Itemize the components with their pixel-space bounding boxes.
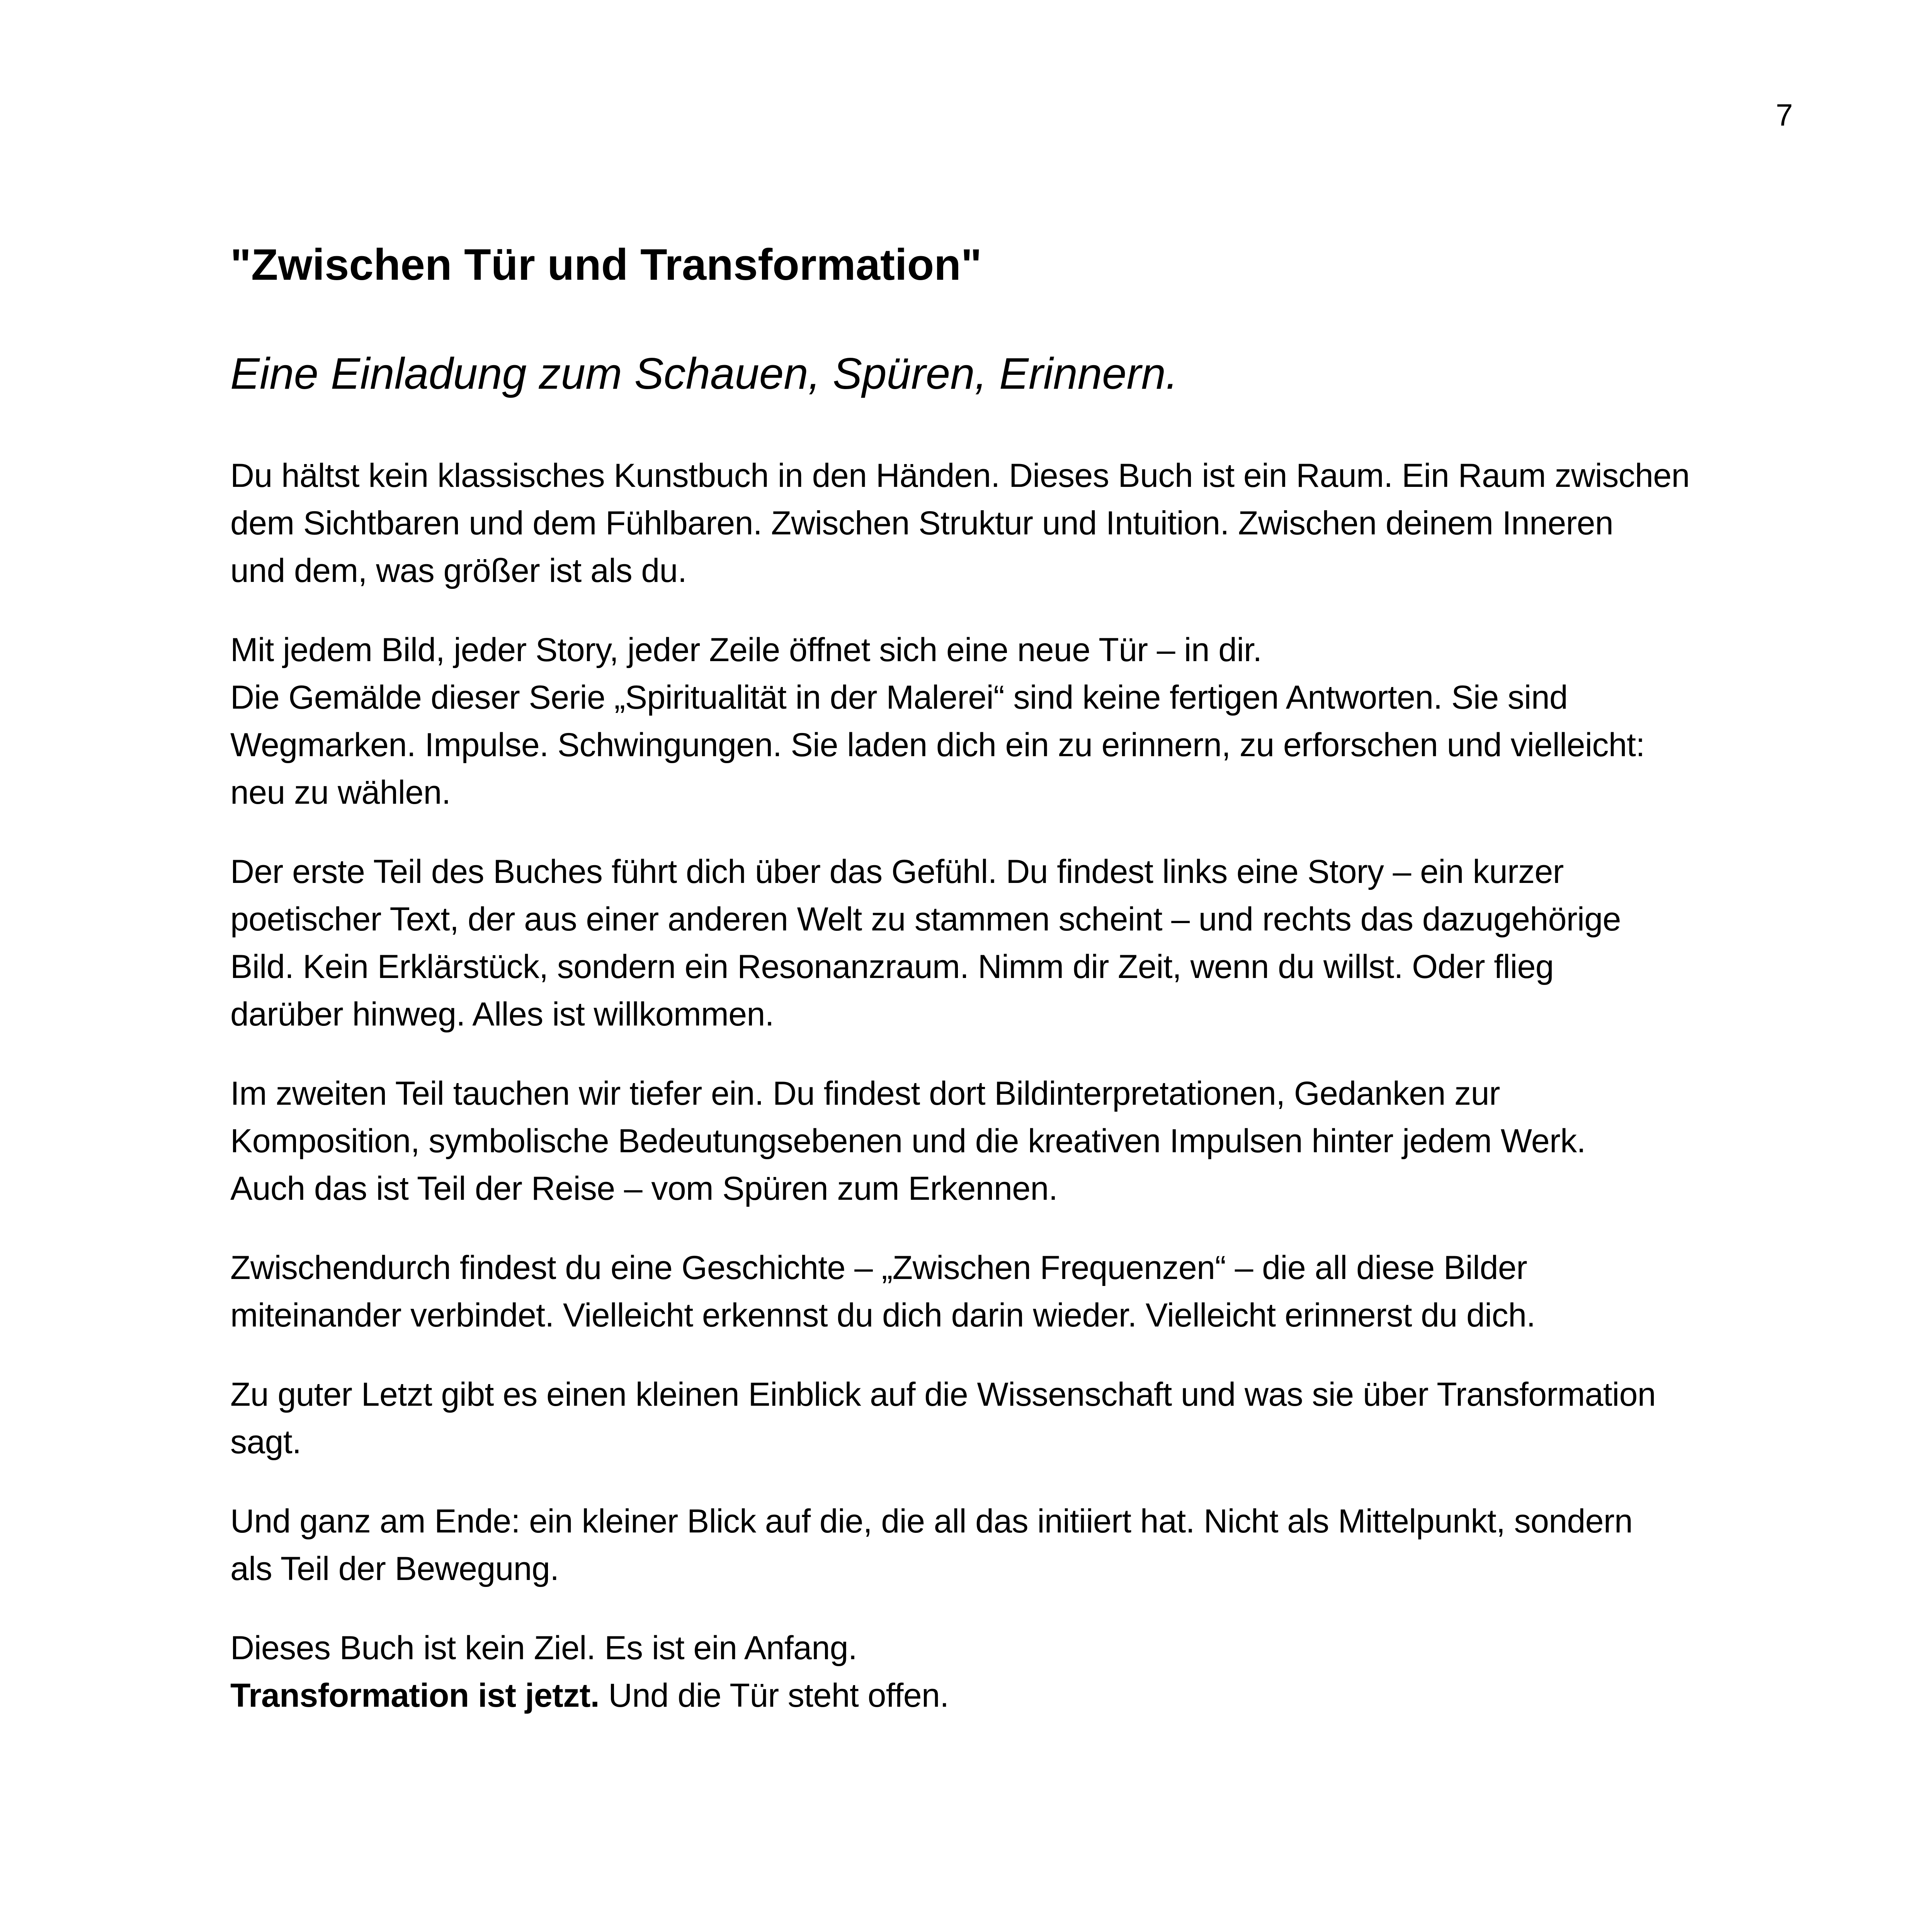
closing-rest: Und die Tür steht offen. <box>599 1677 949 1714</box>
text-line: Zu guter Letzt gibt es einen kleinen Einblick auf die Wissenschaft und was sie über Transformation <box>230 1376 1656 1413</box>
paragraph-ending <box>230 1498 1787 1593</box>
paragraph-intro <box>230 452 1787 595</box>
text-line: Und ganz am Ende: ein kleiner Blick auf die, die all das initiiert hat. Nicht als Mittelpunkt, sondern <box>230 1503 1633 1540</box>
text-line: poetischer Text, der aus einer anderen Welt zu stammen scheint – und rechts das dazugehörige <box>230 901 1621 938</box>
text-line: Die Gemälde dieser Serie „Spiritualität in der Malerei“ sind keine fertigen Antworten. Sie sind <box>230 679 1568 716</box>
text-line: neu zu wählen. <box>230 774 451 811</box>
text-line: Bild. Kein Erklärstück, sondern ein Resonanzraum. Nimm dir Zeit, wenn du willst. Oder flieg <box>230 948 1554 985</box>
text-line: Im zweiten Teil tauchen wir tiefer ein. Du findest dort Bildinterpretationen, Gedanken zur <box>230 1075 1500 1112</box>
paragraph-closing <box>230 1624 1787 1719</box>
text-line: und dem, was größer ist als du. <box>230 552 687 589</box>
text-line: Komposition, symbolische Bedeutungsebenen und die kreativen Impulsen hinter jedem Werk. <box>230 1122 1586 1160</box>
paragraph-story <box>230 1244 1787 1339</box>
text-line: sagt. <box>230 1423 301 1461</box>
text-line: Wegmarken. Impulse. Schwingungen. Sie laden dich ein zu erinnern, zu erforschen und vielleicht: <box>230 726 1645 764</box>
text-line: Du hältst kein klassisches Kunstbuch in den Händen. Dieses Buch ist ein Raum. Ein Raum zwischen <box>230 457 1690 494</box>
page-title: "Zwischen Tür und Transformation" <box>230 240 982 289</box>
text-line: Zwischendurch findest du eine Geschichte – „Zwischen Frequenzen“ – die all diese Bilder <box>230 1249 1527 1286</box>
text-line: darüber hinweg. Alles ist willkommen. <box>230 996 774 1033</box>
page-subtitle: Eine Einladung zum Schauen, Spüren, Erinnern. <box>230 349 1178 398</box>
text-line: als Teil der Bewegung. <box>230 1550 559 1587</box>
text-line: miteinander verbindet. Vielleicht erkennst du dich darin wieder. Vielleicht erinnerst du dich. <box>230 1297 1536 1334</box>
paragraph-paintings <box>230 626 1787 816</box>
body-text <box>230 452 1787 1751</box>
text-line: Dieses Buch ist kein Ziel. Es ist ein Anfang. <box>230 1629 857 1667</box>
paragraph-first-part <box>230 848 1787 1038</box>
paragraph-science <box>230 1371 1787 1466</box>
text-line: Mit jedem Bild, jeder Story, jeder Zeile öffnet sich eine neue Tür – in dir. <box>230 631 1262 668</box>
page-number: 7 <box>1776 98 1793 132</box>
closing-emphasis: Transformation ist jetzt. <box>230 1677 600 1714</box>
text-line: Auch das ist Teil der Reise – vom Spüren zum Erkennen. <box>230 1170 1058 1207</box>
text-line: dem Sichtbaren und dem Fühlbaren. Zwischen Struktur und Intuition. Zwischen deinem Inneren <box>230 505 1614 542</box>
closing-line <box>230 1672 1787 1719</box>
text-line: Der erste Teil des Buches führt dich über das Gefühl. Du findest links eine Story – ein kurzer <box>230 853 1564 890</box>
paragraph-second-part <box>230 1070 1787 1213</box>
